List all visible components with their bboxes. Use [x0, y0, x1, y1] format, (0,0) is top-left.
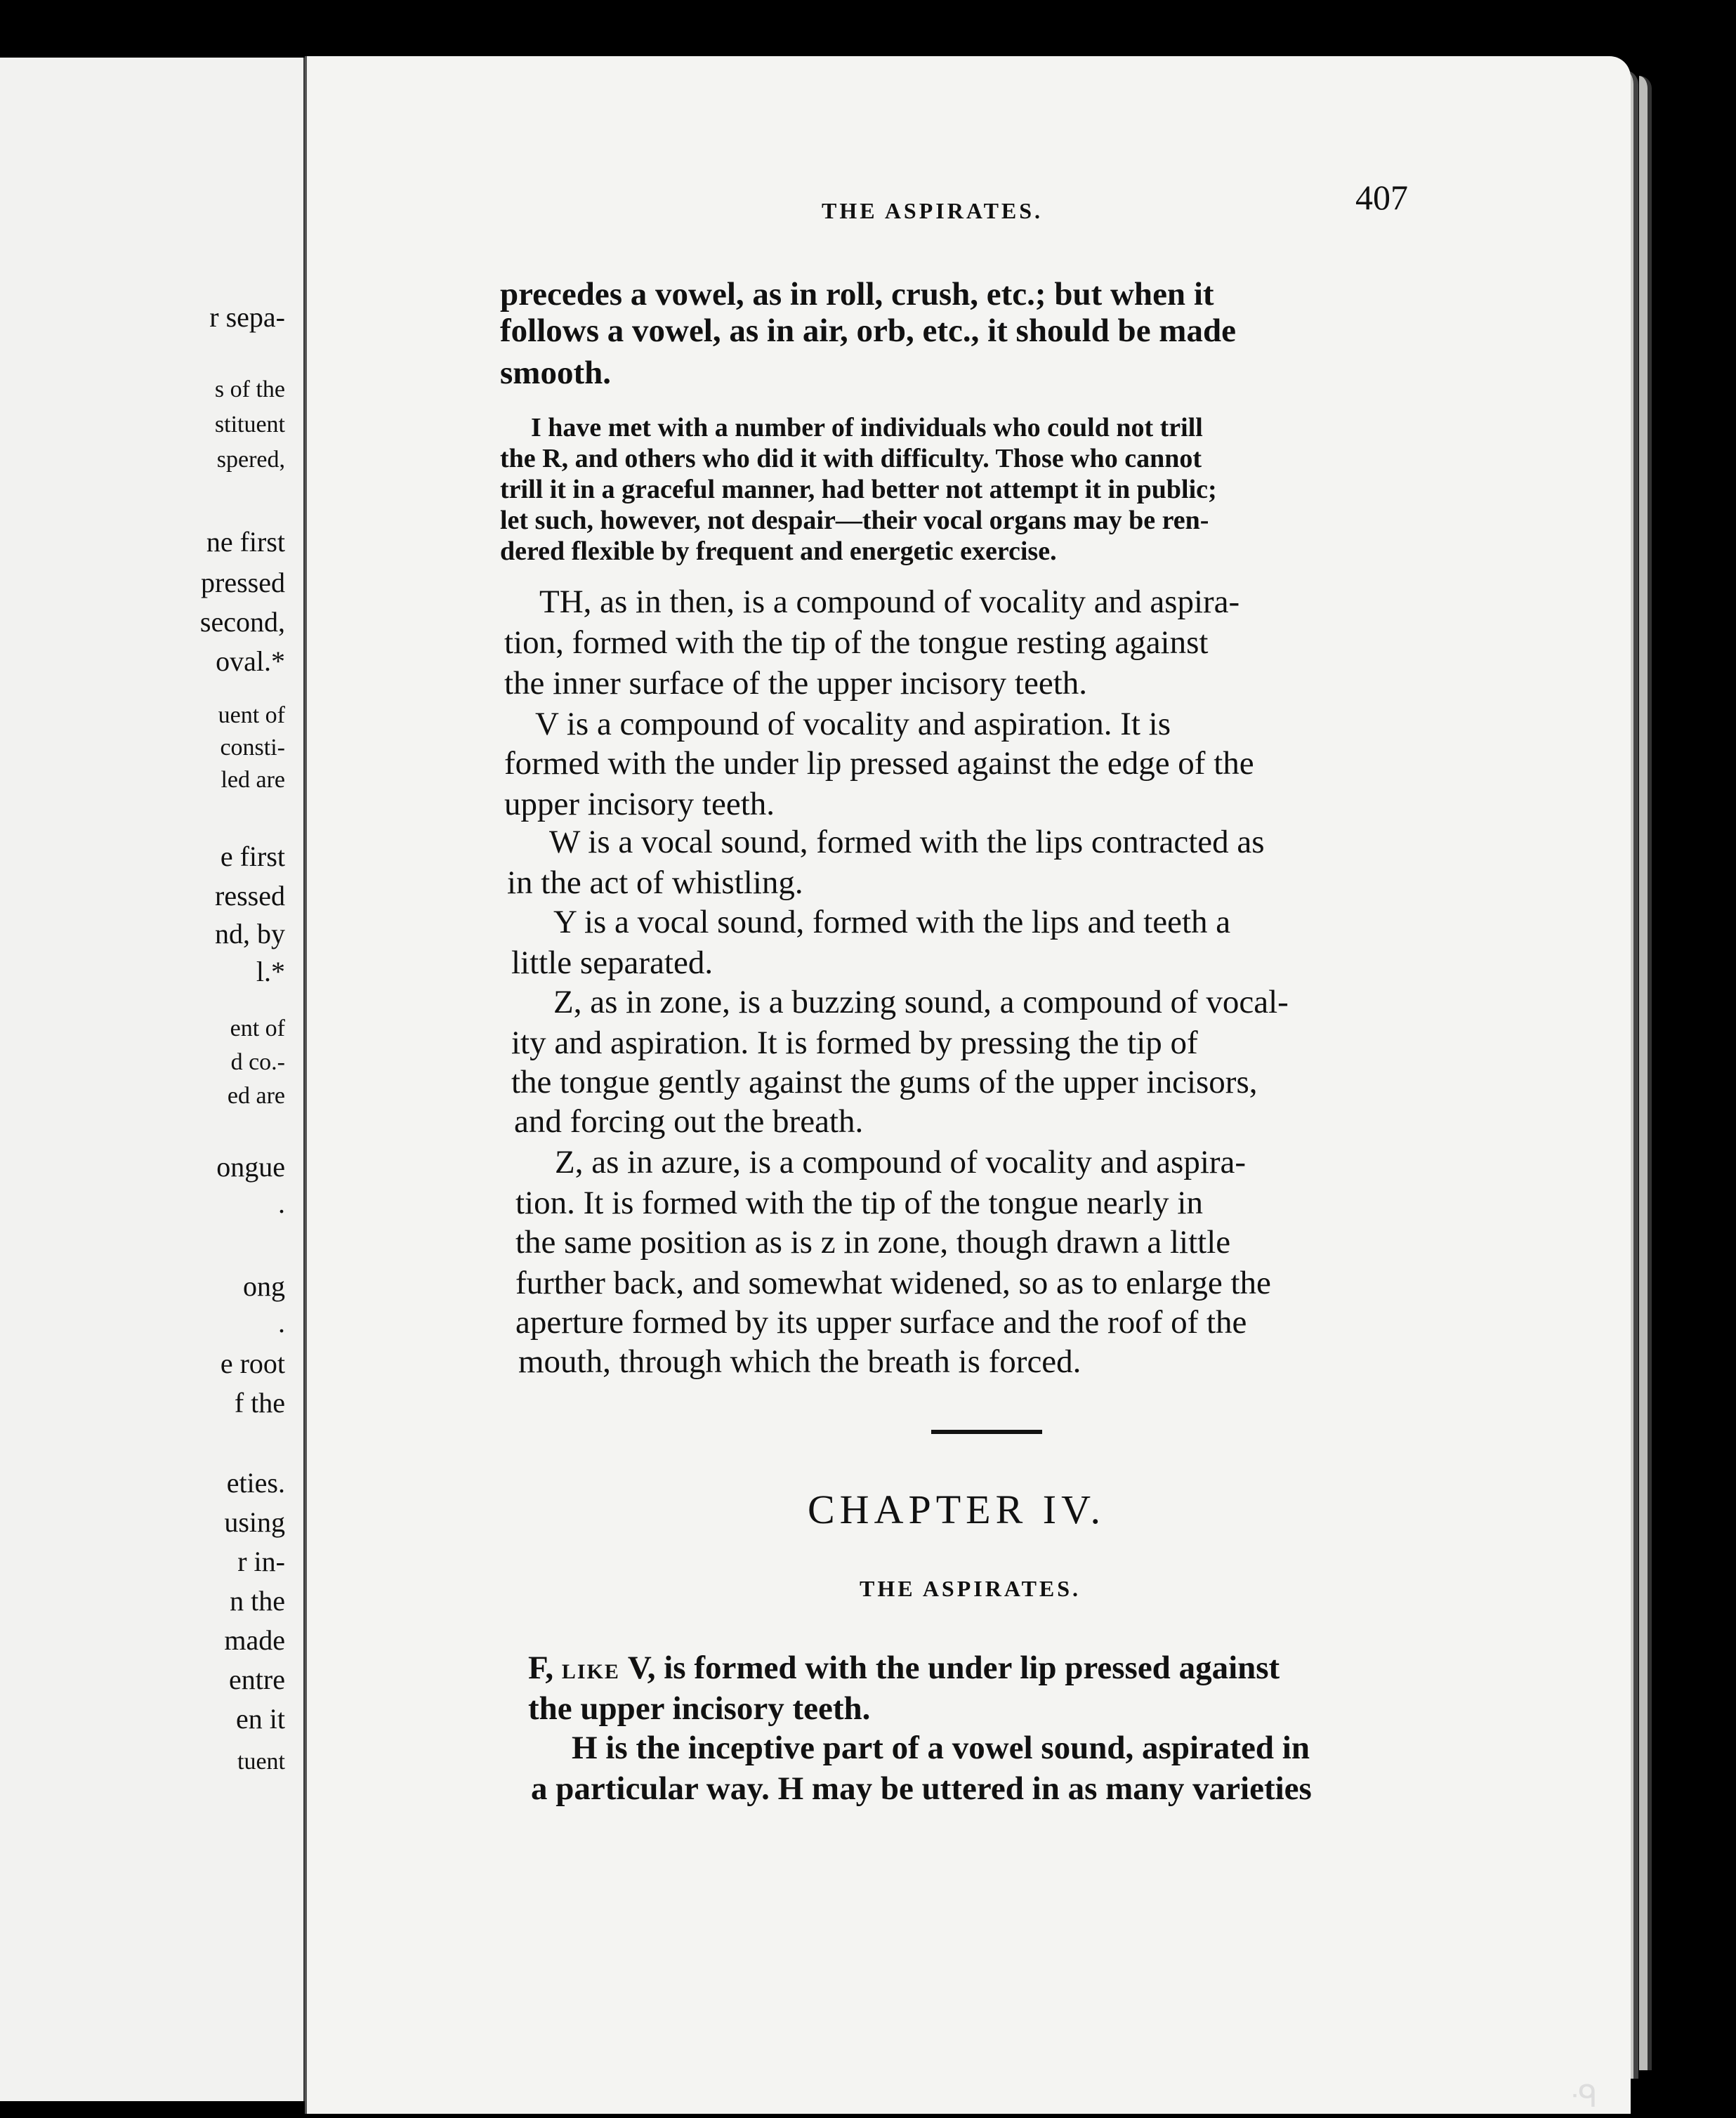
para-h-line: a particular way. H may be uttered in as many varieties: [531, 1770, 1312, 1807]
left-fragment: e root: [220, 1348, 285, 1379]
left-fragment: oval.*: [216, 645, 285, 677]
para-y-line: Y is a vocal sound, formed with the lips and teeth a: [553, 904, 1231, 940]
left-fragment: stituent: [214, 412, 285, 438]
page-edge: [1639, 76, 1652, 2070]
left-fragment: ent of: [230, 1015, 285, 1041]
left-page: [0, 58, 308, 2101]
left-fragment: n the: [230, 1585, 285, 1617]
para-z2-line: aperture formed by its upper surface and the roof of the: [515, 1304, 1247, 1341]
para-f-smallcaps: LIKE: [561, 1660, 620, 1683]
para-v-line: upper incisory teeth.: [504, 786, 775, 822]
left-fragment: ne first: [206, 526, 285, 558]
para-v-line: V is a compound of vocality and aspiration. It is: [535, 706, 1171, 742]
left-fragment: s of the: [214, 376, 285, 402]
para-f-line: the upper incisory teeth.: [528, 1690, 871, 1727]
para-z1-line: ity and aspiration. It is formed by pressing the tip of: [511, 1025, 1198, 1061]
left-fragment: tuent: [237, 1749, 285, 1775]
para-z2-line: Z, as in azure, is a compound of vocality and aspira-: [555, 1144, 1247, 1180]
para-z2-line: the same position as is z in zone, though drawn a little: [515, 1224, 1231, 1261]
left-fragment: uent of: [218, 702, 285, 728]
left-fragment: entre: [229, 1664, 285, 1695]
left-fragment: l.*: [256, 956, 285, 987]
left-fragment: ongue: [216, 1151, 285, 1183]
para-th-line: TH, as in then, is a compound of vocality and aspira-: [539, 584, 1240, 620]
left-fragment: f the: [234, 1387, 285, 1419]
para-f-line: [528, 1652, 1280, 1685]
para-f-text: V, is formed with the under lip pressed against: [627, 1650, 1280, 1686]
running-head: THE ASPIRATES.: [822, 198, 1044, 223]
note-line: the R, and others who did it with difficulty. Those who cannot: [500, 444, 1202, 473]
left-fragment: ong: [243, 1270, 285, 1302]
scan-mark: ᐧᑫ: [1570, 2079, 1598, 2114]
section-title: THE ASPIRATES.: [860, 1576, 1081, 1601]
para-th-line: tion, formed with the tip of the tongue resting against: [504, 624, 1209, 661]
left-fragment: second,: [199, 606, 285, 638]
para-w-line: W is a vocal sound, formed with the lips contracted as: [549, 824, 1265, 860]
para-th-line: the inner surface of the upper incisory teeth.: [504, 665, 1088, 702]
section-rule: [931, 1430, 1042, 1434]
para-z2-line: mouth, through which the breath is forced.: [518, 1343, 1081, 1380]
para-z2-line: tion. It is formed with the tip of the tongue nearly in: [515, 1185, 1203, 1221]
para-y-line: little separated.: [511, 945, 714, 981]
left-fragment: .: [278, 1307, 285, 1338]
para-z1-line: Z, as in zone, is a buzzing sound, a compound of vocal-: [553, 984, 1289, 1020]
left-fragment: led are: [221, 767, 285, 793]
left-fragment: made: [224, 1624, 285, 1656]
para1-line: smooth.: [500, 355, 611, 391]
chapter-title: CHAPTER IV.: [808, 1487, 1105, 1532]
para-z1-line: and forcing out the breath.: [514, 1103, 864, 1140]
left-fragment: ressed: [215, 880, 285, 912]
para-z2-line: further back, and somewhat widened, so as to enlarge the: [515, 1265, 1271, 1301]
left-fragment: r in-: [237, 1546, 285, 1577]
left-fragment: spered,: [216, 447, 285, 473]
para-h-line: H is the inceptive part of a vowel sound, aspirated in: [572, 1730, 1310, 1766]
para-f-letter: F,: [528, 1650, 554, 1686]
para-v-line: formed with the under lip pressed against the edge of the: [504, 745, 1254, 782]
note-line: let such, however, not despair—their vocal organs may be ren-: [500, 506, 1209, 535]
left-fragment: eties.: [226, 1467, 285, 1499]
left-fragment: ed are: [227, 1083, 285, 1109]
left-fragment: en it: [236, 1703, 285, 1735]
left-fragment: r sepa-: [209, 301, 285, 333]
para-w-line: in the act of whistling.: [507, 864, 803, 901]
left-fragment: pressed: [201, 567, 285, 598]
left-fragment: using: [224, 1506, 285, 1538]
left-fragment: nd, by: [215, 918, 285, 949]
para1-line: follows a vowel, as in air, orb, etc., it should be made: [500, 313, 1236, 349]
left-fragment: d co.-: [230, 1049, 285, 1075]
para1-line: precedes a vowel, as in roll, crush, etc.; but when it: [500, 276, 1214, 313]
left-fragment: consti-: [220, 735, 285, 761]
note-line: trill it in a graceful manner, had better not attempt it in public;: [500, 475, 1217, 504]
left-fragment: .: [278, 1188, 285, 1219]
note-line: dered flexible by frequent and energetic exercise.: [500, 537, 1057, 566]
para-z1-line: the tongue gently against the gums of the upper incisors,: [511, 1064, 1258, 1100]
note-line: I have met with a number of individuals who could not trill: [531, 413, 1203, 442]
left-fragment: e first: [220, 841, 285, 872]
page-number: 407: [1355, 178, 1408, 217]
